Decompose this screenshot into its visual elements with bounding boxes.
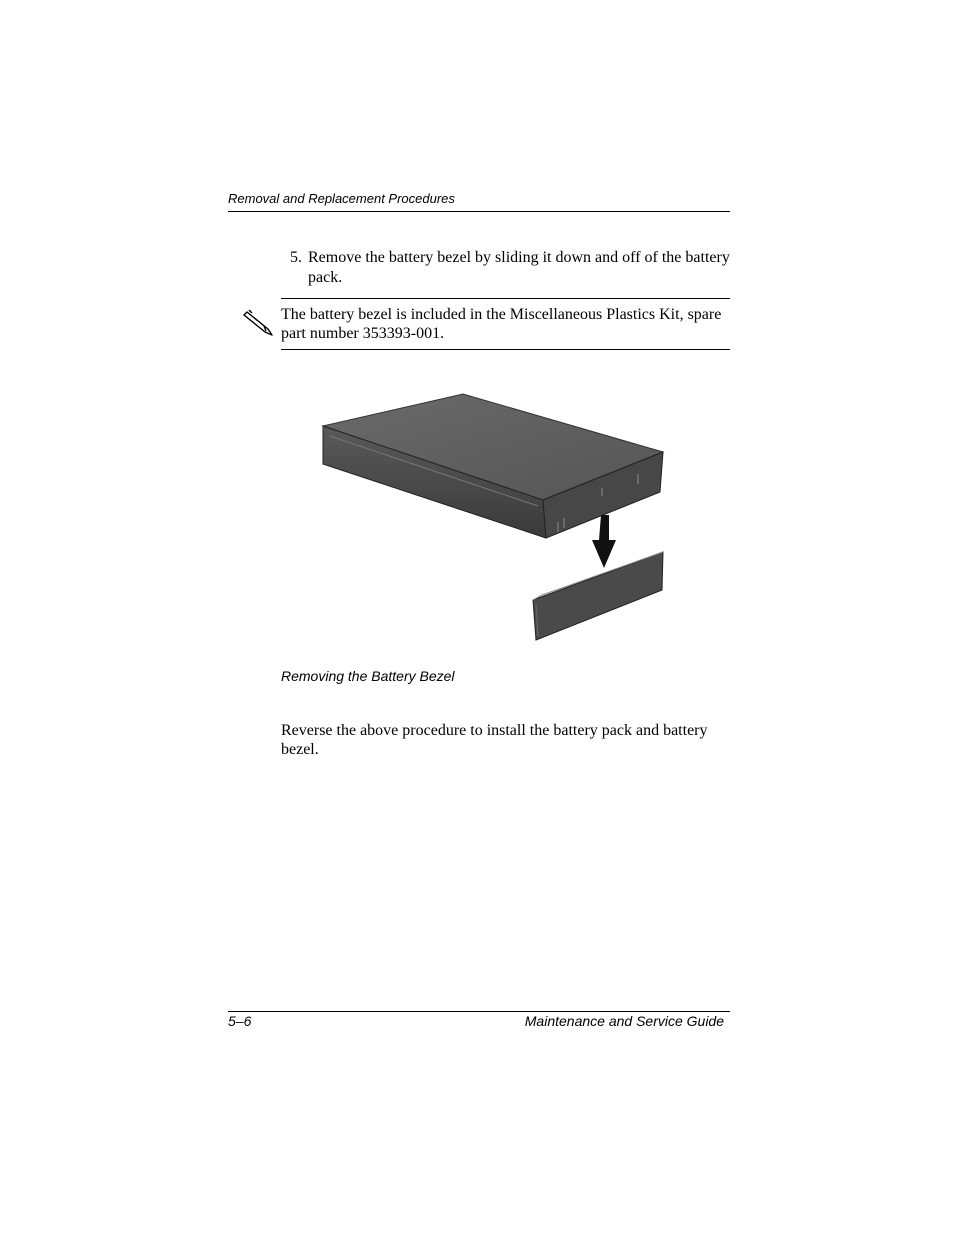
figure-caption: Removing the Battery Bezel <box>281 668 455 684</box>
step-5 <box>290 248 730 288</box>
guide-title: Maintenance and Service Guide <box>524 1013 724 1029</box>
note-top-rule <box>281 298 730 299</box>
header-rule <box>228 211 730 212</box>
pencil-icon <box>242 307 274 337</box>
step-number: 5. <box>290 249 302 266</box>
running-head: Removal and Replacement Procedures <box>228 191 455 206</box>
body-paragraph: Reverse the above procedure to install the battery pack and battery bezel. <box>281 722 708 758</box>
step-text: Remove the battery bezel by sliding it down and off of the battery pack. <box>308 249 730 286</box>
note-text: The battery bezel is included in the Miscellaneous Plastics Kit, spare part number 353393-001. <box>281 306 722 342</box>
footer-rule <box>228 1011 730 1012</box>
battery-bezel <box>533 552 663 640</box>
note-bottom-rule <box>281 349 730 350</box>
battery-bezel-figure <box>318 392 668 642</box>
page-number: 5–6 <box>228 1013 252 1029</box>
battery-pack <box>323 394 663 538</box>
down-arrow-icon <box>592 515 616 568</box>
